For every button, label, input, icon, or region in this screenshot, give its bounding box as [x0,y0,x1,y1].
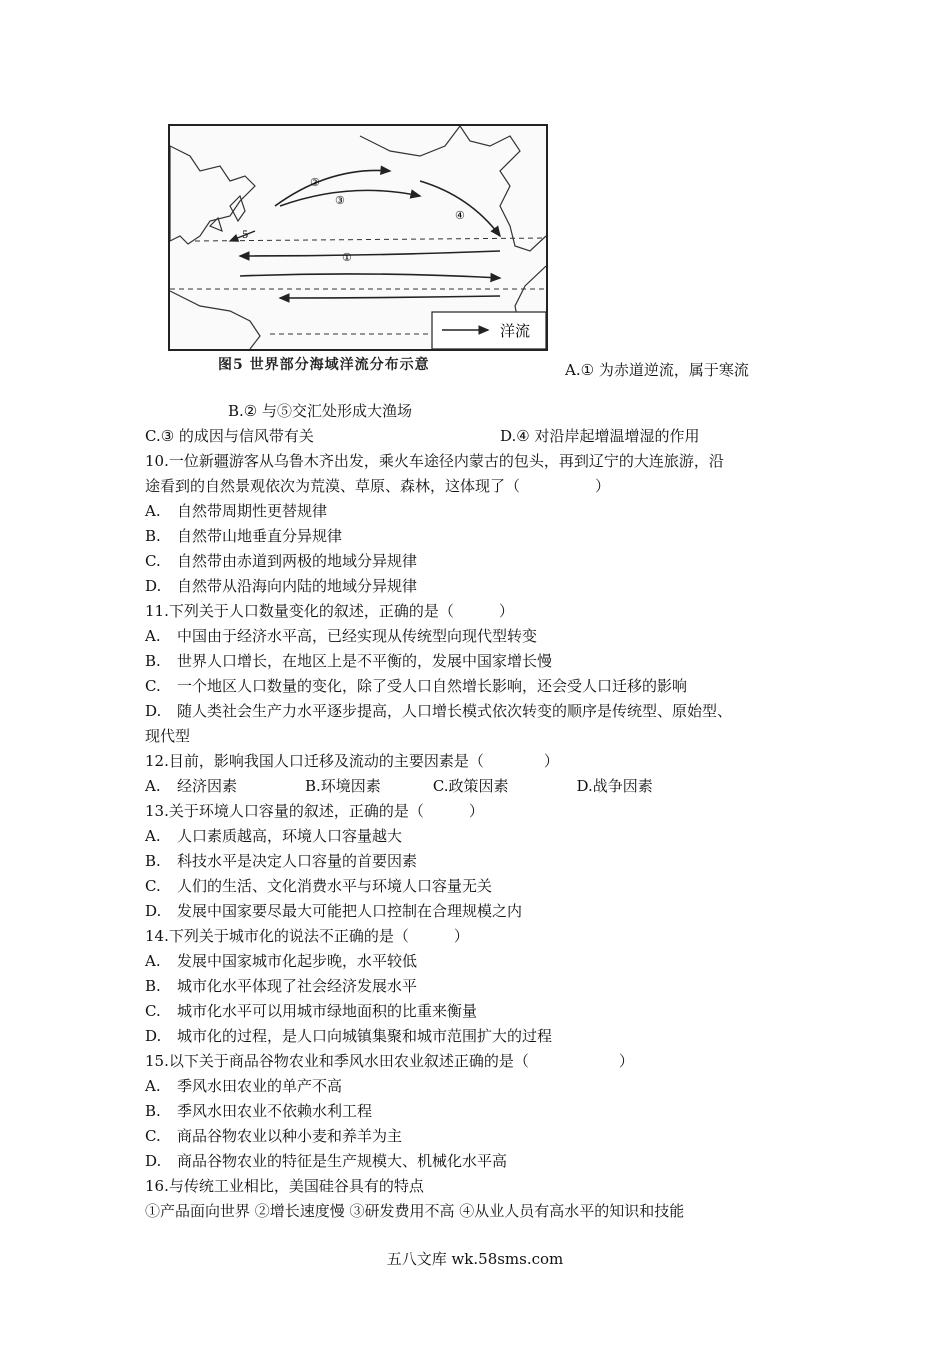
current-label-2: ② [310,176,320,189]
north-america-coast [460,126,546,251]
ocean-current-map-figure [160,122,555,377]
q9-option-b: B.② 与⑤交汇处形成大渔场 [228,402,413,420]
map-frame [168,124,548,351]
q10-option-b: B. 自然带山地垂直分异规律 [145,527,343,545]
q11-option-b: B. 世界人口增长，在地区上是不平衡的，发展中国家增长慢 [145,652,553,670]
current-label-1: ① [342,251,352,264]
q14-stem: 14.下列关于城市化的说法不正确的是（ ） [145,927,469,945]
q10-option-d: D. 自然带从沿海向内陆的地域分异规律 [145,577,418,595]
q15-option-b: B. 季风水田农业不依赖水利工程 [145,1102,373,1120]
q13-option-c: C. 人们的生活、文化消费水平与环境人口容量无关 [145,877,493,895]
q11-option-d: D. 随人类社会生产力水平逐步提高，人口增长模式依次转变的顺序是传统型、原始型、 [145,702,733,720]
q13-option-a: A. 人口素质越高，环境人口容量越大 [145,827,403,845]
q14-option-b: B. 城市化水平体现了社会经济发展水平 [145,977,418,995]
current-label-5: 5 [242,230,249,241]
page-footer: 五八文库 wk.58sms.com [386,1250,564,1268]
q13-option-b: B. 科技水平是决定人口容量的首要因素 [145,852,418,870]
current-arrow-1 [240,251,500,256]
current-label-3: ③ [335,194,345,207]
q12-stem: 12.目前，影响我国人口迁移及流动的主要因素是（ ） [145,752,559,770]
q10-stem-line2: 途看到的自然景观依次为荒漠、草原、森林，这体现了（ ） [145,477,611,495]
australia-coast [170,291,260,349]
q9-option-a: A.① 为赤道逆流，属于寒流 [565,361,749,379]
q14-option-c: C. 城市化水平可以用城市绿地面积的比重来衡量 [145,1002,478,1020]
q10-option-c: C. 自然带由赤道到两极的地域分异规律 [145,552,418,570]
q15-option-d: D. 商品谷物农业的特征是生产规模大、机械化水平高 [145,1152,508,1170]
q14-option-a: A. 发展中国家城市化起步晚，水平较低 [145,952,418,970]
current-arrow-3 [280,190,420,206]
alaska-coast [360,126,460,156]
q11-stem: 11.下列关于人口数量变化的叙述，正确的是（ ） [145,602,514,620]
q16-items: ①产品面向世界 ②增长速度慢 ③研发费用不高 ④从业人员有高水平的知识和技能 [145,1202,685,1220]
q10-option-a: A. 自然带周期性更替规律 [145,502,328,520]
q15-stem: 15.以下关于商品谷物农业和季风水田农业叙述正确的是（ ） [145,1052,634,1070]
q13-option-d: D. 发展中国家要尽最大可能把人口控制在合理规模之内 [145,902,523,920]
q13-stem: 13.关于环境人口容量的叙述，正确的是（ ） [145,802,484,820]
q11-option-a: A. 中国由于经济水平高，已经实现从传统型向现代型转变 [145,627,538,645]
q16-stem: 16.与传统工业相比，美国硅谷具有的特点 [145,1177,424,1195]
current-label-4: ④ [455,209,465,222]
q9-option-c: C.③ 的成因与信风带有关 [145,427,314,445]
figure-caption: 图5 世界部分海域洋流分布示意 [218,357,430,373]
legend-label: 洋流 [500,322,531,340]
current-arrow-2 [275,170,390,206]
ocean-current-map [170,126,546,349]
q14-option-d: D. 城市化的过程，是人口向城镇集聚和城市范围扩大的过程 [145,1027,553,1045]
current-arrow-counter [240,274,500,278]
q11-option-c: C. 一个地区人口数量的变化，除了受人口自然增长影响，还会受人口迁移的影响 [145,677,688,695]
q11-option-d-continued: 现代型 [145,727,191,745]
q15-option-c: C. 商品谷物农业以种小麦和养羊为主 [145,1127,403,1145]
current-arrow-south [280,296,500,298]
q10-stem-line1: 10.一位新疆游客从乌鲁木齐出发，乘火车途径内蒙古的包头，再到辽宁的大连旅游，沿 [145,452,724,470]
q15-option-a: A. 季风水田农业的单产不高 [145,1077,343,1095]
q12-options: A. 经济因素 B.环境因素 C.政策因素 D.战争因素 [145,777,653,795]
q9-option-d: D.④ 对沿岸起增温增湿的作用 [500,427,700,445]
